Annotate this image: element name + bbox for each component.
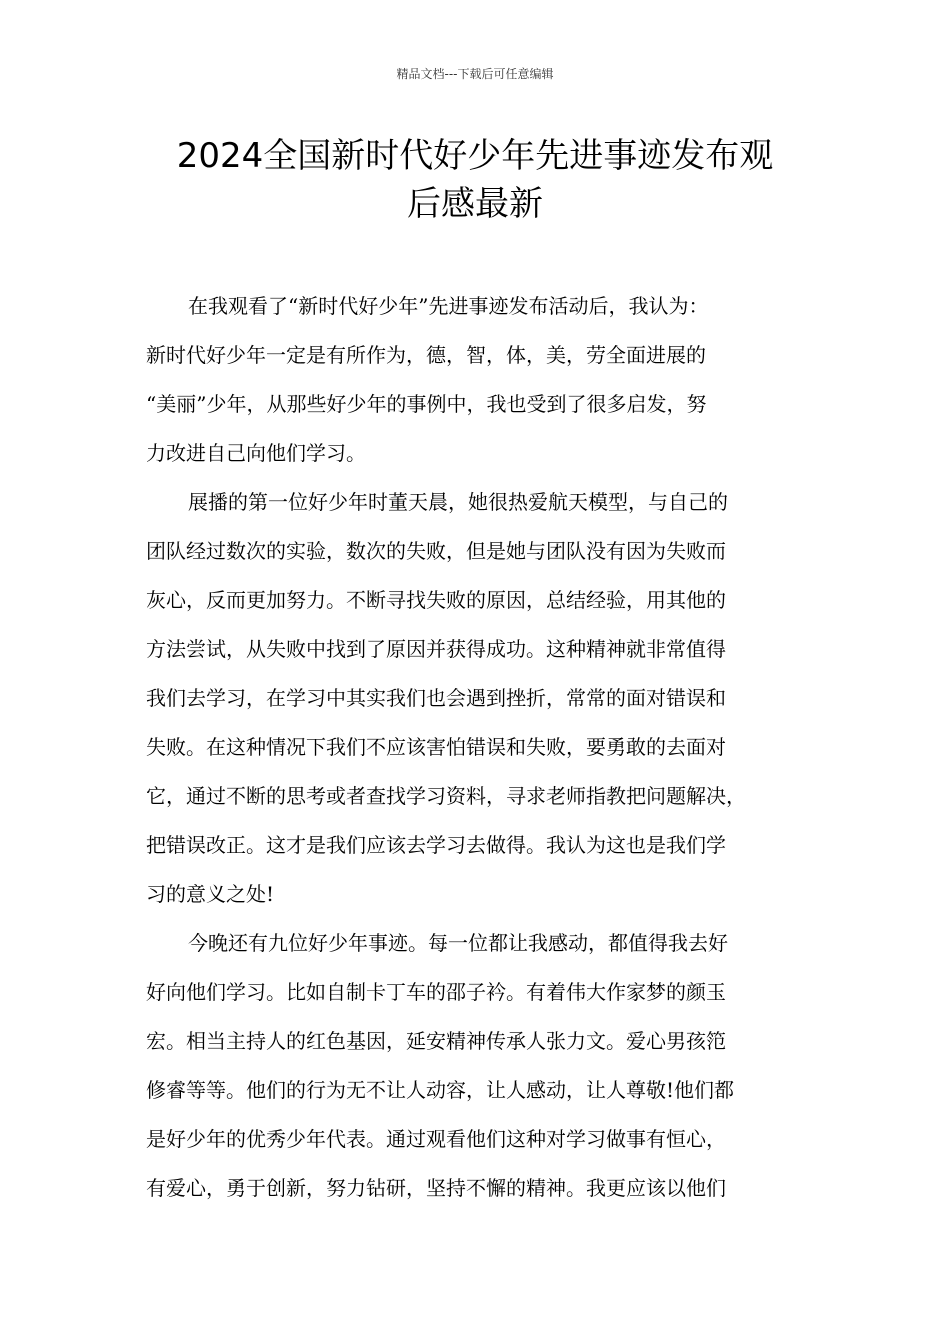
text-line: 好向他们学习。比如自制卡丁车的邵子衿。有着伟大作家梦的颜玉 [146,980,726,1004]
document-body [146,282,818,1213]
text-line: 它，通过不断的思考或者查找学习资料，寻求老师指教把问题解决， [146,784,746,808]
text-line: 力改进自己向他们学习。 [146,441,366,465]
text-line: 方法尝试，从失败中找到了原因并获得成功。这种精神就非常值得 [146,637,726,661]
text-line: 我们去学习，在学习中其实我们也会遇到挫折，常常的面对错误和 [146,686,726,710]
text-line: 失败。在这种情况下我们不应该害怕错误和失败，要勇敢的去面对 [146,735,726,759]
title-line-1: 2024全国新时代好少年先进事迹发布观 [176,136,774,176]
text-line: “美丽”少年，从那些好少年的事例中，我也受到了很多启发，努 [146,392,707,416]
text-line: 宏。相当主持人的红色基因，延安精神传承人张力文。爱心男孩笵 [146,1029,726,1053]
document-title [120,132,830,228]
title-line-2: 后感最新 [407,184,543,224]
text-line: 习的意义之处! [146,882,275,906]
text-line: 新时代好少年一定是有所作为，德，智，体，美，劳全面进展的 [146,343,706,367]
paragraph-1 [146,282,818,478]
text-line: 在我观看了“新时代好少年”先进事迹发布活动后，我认为： [188,294,709,318]
text-line: 是好少年的优秀少年代表。通过观看他们这种对学习做事有恒心， [146,1127,726,1151]
text-line: 有爱心，勇于创新，努力钻研，坚持不懈的精神。我更应该以他们 [146,1176,726,1200]
text-line: 今晚还有九位好少年事迹。每一位都让我感动，都值得我去好 [188,931,728,955]
text-line: 展播的第一位好少年时董天晨，她很热爱航天模型，与自己的 [188,490,728,514]
text-line: 灰心，反而更加努力。不断寻找失败的原因，总结经验，用其他的 [146,588,726,612]
header-note: 精品文档---下载后可任意编辑 [396,67,554,81]
paragraph-2 [146,478,818,919]
text-line: 把错误改正。这才是我们应该去学习去做得。我认为这也是我们学 [146,833,726,857]
text-line: 团队经过数次的实验，数次的失败，但是她与团队没有因为失败而 [146,539,726,563]
text-line: 修睿等等。他们的行为无不让人动容，让人感动，让人尊敬!他们都 [146,1078,735,1102]
paragraph-3 [146,919,818,1213]
